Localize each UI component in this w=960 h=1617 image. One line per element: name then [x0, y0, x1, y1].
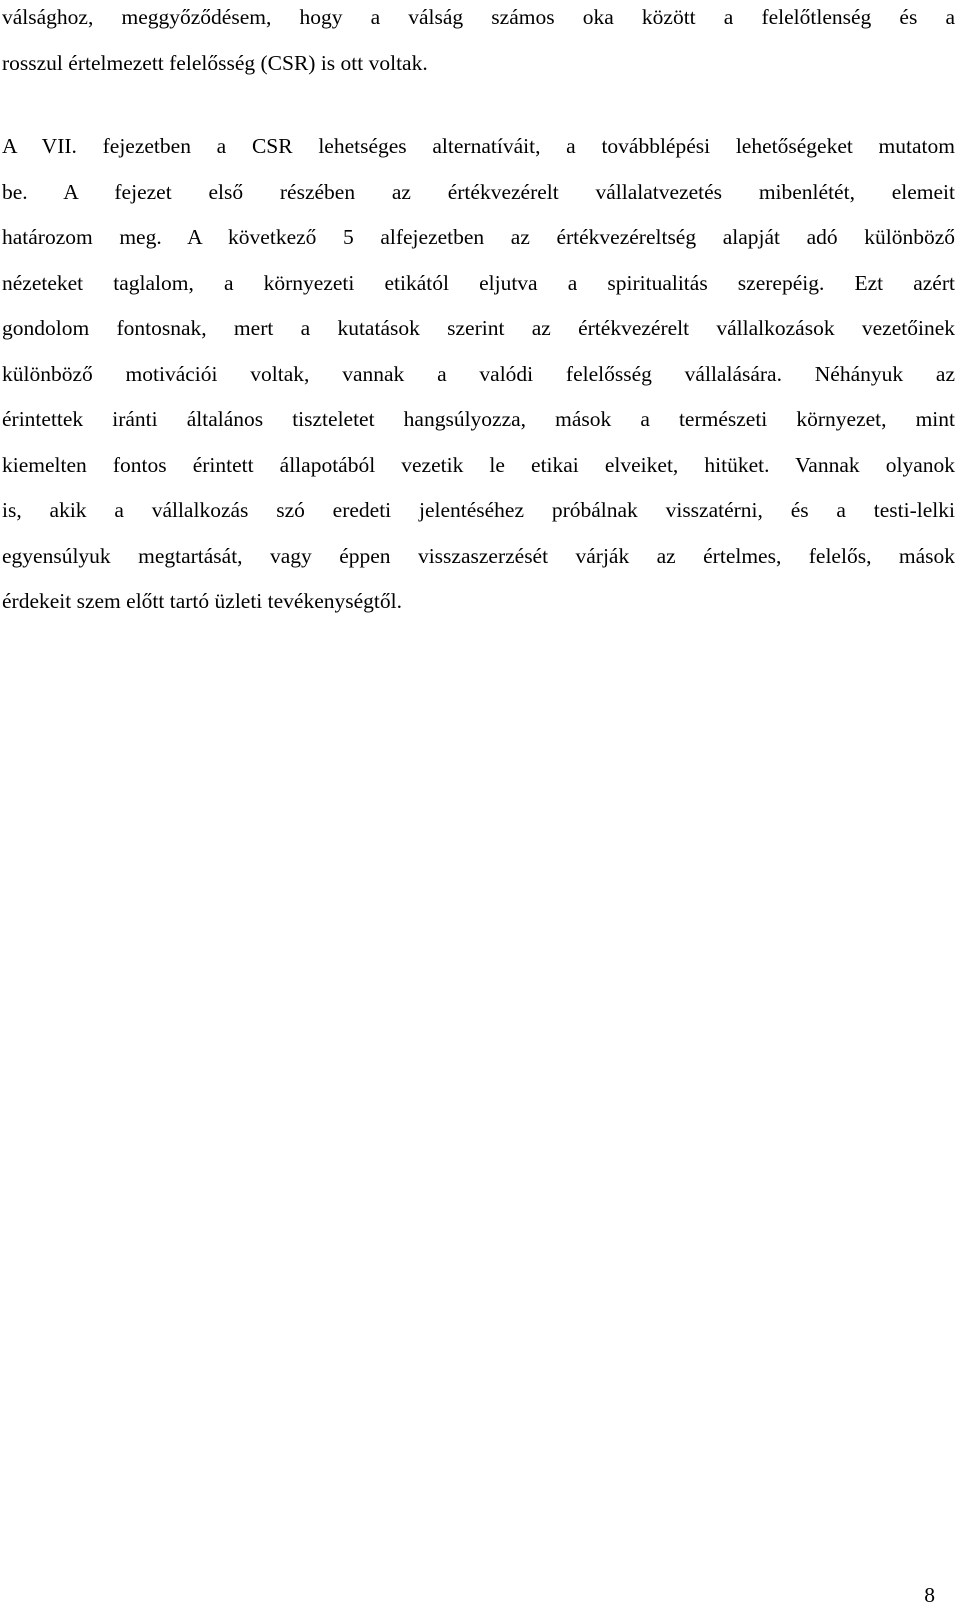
paragraph-continuation	[2, 0, 955, 86]
text-line: gondolom fontosnak, mert a kutatások szerint az értékvezérelt vállalkozások vezetőinek	[2, 316, 955, 340]
text-line: nézeteket taglalom, a környezeti etikától eljutva a spiritualitás szerepéig. Ezt azért	[2, 270, 955, 295]
paragraph-chapter-seven	[2, 124, 955, 625]
text-line: érdekeit szem előtt tartó üzleti tevékenységtől.	[2, 589, 402, 613]
page-number: 8	[924, 1583, 935, 1607]
text-line: egyensúlyuk megtartását, vagy éppen visszaszerzését várják az értelmes, felelős, mások	[2, 543, 955, 568]
text-line: is, akik a vállalkozás szó eredeti jelentéséhez próbálnak visszatérni, és a testi-lelki	[2, 498, 955, 522]
text-line: határozom meg. A következő 5 alfejezetben az értékvezéreltség alapját adó különböző	[2, 225, 955, 249]
text-line: rosszul értelmezett felelősség (CSR) is ott voltak.	[2, 50, 428, 75]
text-line: érintettek iránti általános tiszteletet hangsúlyozza, mások a természeti környezet, mint	[2, 407, 955, 431]
text-line: A VII. fejezetben a CSR lehetséges alternatíváit, a továbblépési lehetőségeket mutatom	[2, 134, 955, 158]
text-line: kiemelten fontos érintett állapotából vezetik le etikai elveiket, hitüket. Vannak olyanok	[2, 452, 955, 477]
text-line: különböző motivációi voltak, vannak a valódi felelősség vállalására. Néhányuk az	[2, 361, 955, 386]
text-line: be. A fejezet első részében az értékvezérelt vállalatvezetés mibenlétét, elemeit	[2, 179, 955, 204]
text-line: válsághoz, meggyőződésem, hogy a válság számos oka között a felelőtlenség és a	[2, 5, 955, 29]
